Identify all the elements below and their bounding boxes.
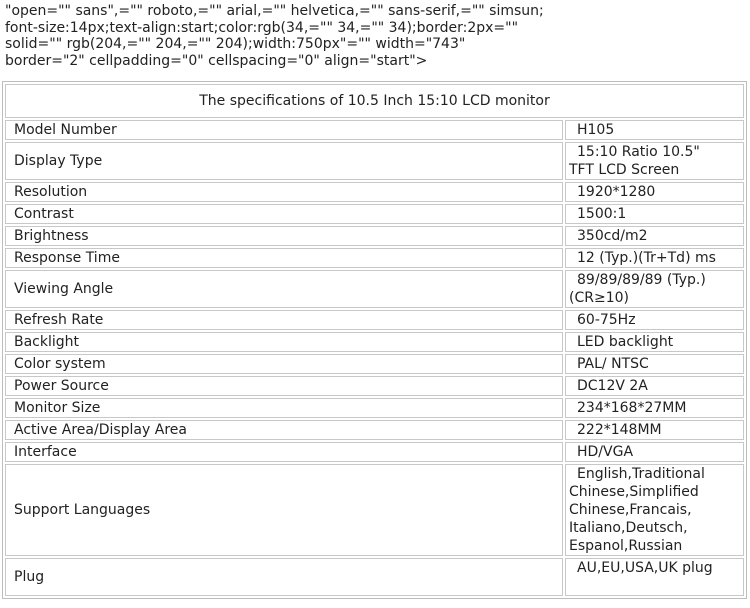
spec-label: Monitor Size <box>5 398 563 418</box>
table-row <box>5 310 744 330</box>
spec-value-line: (CR≥10) <box>569 290 629 306</box>
spec-value-line: English,Traditional <box>577 466 705 482</box>
spec-value: LED backlight <box>565 332 744 352</box>
spec-label: Response Time <box>5 248 563 268</box>
spec-value: H105 <box>565 120 744 140</box>
table-row <box>5 442 744 462</box>
spec-label: Resolution <box>5 182 563 202</box>
spec-label: Contrast <box>5 204 563 224</box>
table-row <box>5 332 744 352</box>
table-row <box>5 270 744 308</box>
table-row <box>5 204 744 224</box>
spec-value-line: AU,EU,USA,UK plug <box>577 560 713 576</box>
spec-value: 234*168*27MM <box>565 398 744 418</box>
spec-value: PAL/ NTSC <box>565 354 744 374</box>
spec-label: Brightness <box>5 226 563 246</box>
table-row <box>5 398 744 418</box>
spec-label: Interface <box>5 442 563 462</box>
spec-value-line: Italiano,Deutsch, <box>569 520 688 536</box>
spec-value: 1920*1280 <box>565 182 744 202</box>
spec-label: Color system <box>5 354 563 374</box>
table-row <box>5 420 744 440</box>
spec-value-line: 15:10 Ratio 10.5" <box>577 144 700 160</box>
spec-value: HD/VGA <box>565 442 744 462</box>
spec-label: Refresh Rate <box>5 310 563 330</box>
table-row <box>5 142 744 180</box>
spec-value <box>565 558 744 596</box>
table-row <box>5 558 744 596</box>
spec-value: 350cd/m2 <box>565 226 744 246</box>
table-row <box>5 354 744 374</box>
spec-label: Plug <box>5 558 563 596</box>
spec-value <box>565 270 744 308</box>
spec-value-line: TFT LCD Screen <box>569 162 680 178</box>
specifications-table <box>2 81 747 599</box>
spec-value-line: Espanol,Russian <box>569 538 683 554</box>
spec-label: Model Number <box>5 120 563 140</box>
table-row <box>5 376 744 396</box>
table-row <box>5 464 744 556</box>
spec-value-line: Chinese,Francais, <box>569 502 692 518</box>
table-title: The specifications of 10.5 Inch 15:10 LCD monitor <box>5 84 744 118</box>
table-title-row <box>5 84 744 118</box>
spec-value: 60-75Hz <box>565 310 744 330</box>
spec-label: Active Area/Display Area <box>5 420 563 440</box>
raw-html-attribute-text: "open="" sans",="" roboto,="" arial,="" helvetica,="" sans-serif,="" simsun; font-size:14px;text-align:start;color:rgb(34,="" 34,="" 34);border:2px="" solid="" rgb(204,="" 204,="" 204);width:750px"="" width="743" border="2" cellpadding="0" cellspacing="0" align="start"> <box>5 3 544 69</box>
table-row <box>5 226 744 246</box>
table-row <box>5 248 744 268</box>
spec-value: 222*148MM <box>565 420 744 440</box>
spec-value-line: 89/89/89/89 (Typ.) <box>577 272 706 288</box>
spec-value <box>565 142 744 180</box>
table-row <box>5 182 744 202</box>
spec-label: Backlight <box>5 332 563 352</box>
spec-label: Support Languages <box>5 464 563 556</box>
spec-label: Power Source <box>5 376 563 396</box>
spec-label: Viewing Angle <box>5 270 563 308</box>
table-row <box>5 120 744 140</box>
spec-value: 12 (Typ.)(Tr+Td) ms <box>565 248 744 268</box>
spec-value: 1500:1 <box>565 204 744 224</box>
spec-value <box>565 464 744 556</box>
spec-label: Display Type <box>5 142 563 180</box>
spec-value-line: Chinese,Simplified <box>569 484 699 500</box>
spec-value: DC12V 2A <box>565 376 744 396</box>
